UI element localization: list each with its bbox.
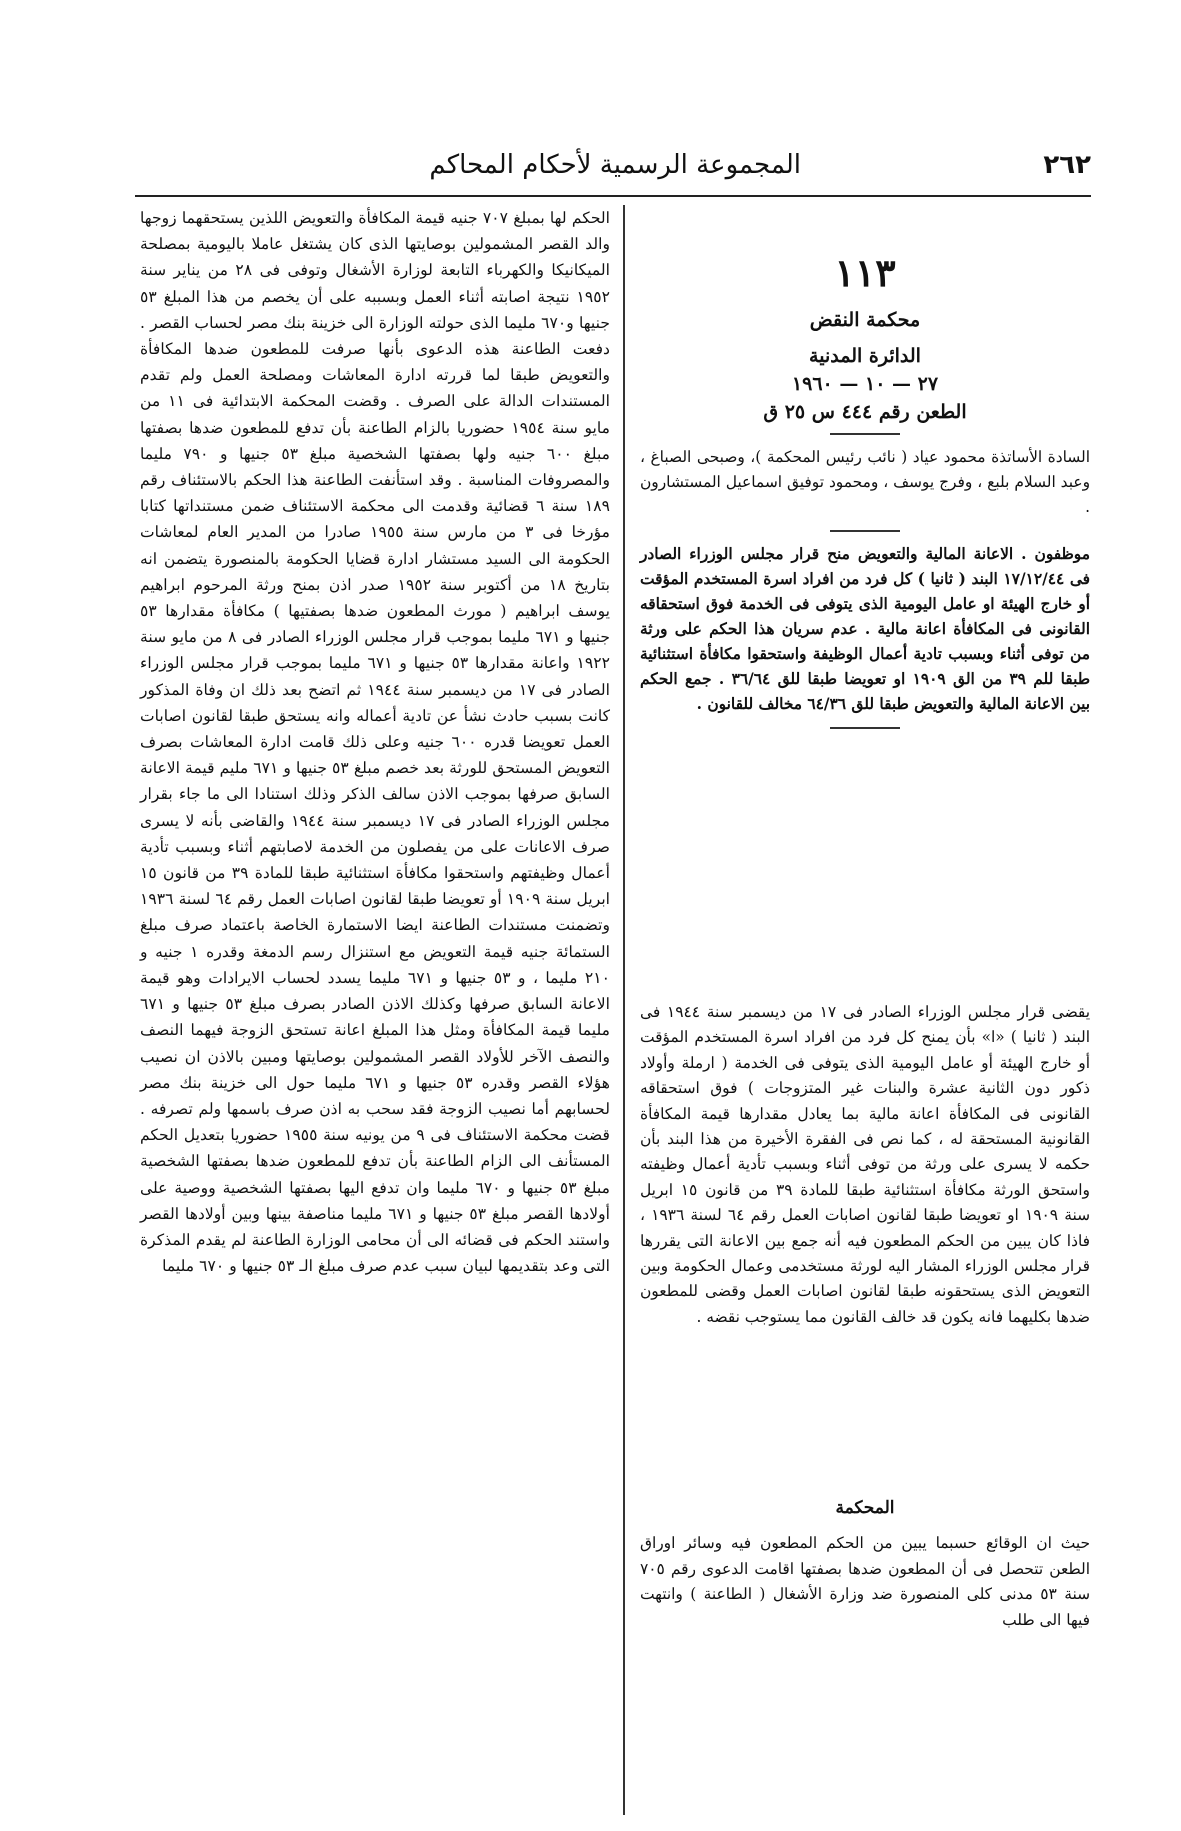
legal-summary: موظفون . الاعانة المالية والتعويض منح قرار مجلس الوزراء الصادر فى ١٧/١٢/٤٤ البند ( ثانيا ) كل فرد من افراد اسرة المستخدم المؤقت أو خارج الهيئة او عامل اليومية الذى يتوفى فى الخدمة فوق استحقاقه القانونى فى المكافأة اعانة مالية . عدم سريان هذا الحكم على ورثة من توفى أثناء وبسبب تادية أعمال الوظيفة واستحقوا مكافأة استثنائية طبقا للم ٣٩ من الق ١٩٠٩ او تعويضا طبقا للق ٣٦/٦٤ . جمع الحكم بين الاعانة المالية والتعويض طبقا للق ٦٤/٣٦ مخالف للقانون . — [640, 545, 1091, 713]
case-summary-block — [640, 250, 1090, 739]
page-number: ٢٦٢ — [1043, 150, 1091, 180]
section-rule — [830, 530, 900, 532]
running-title: المجموعة الرسمية لأحكام المحاكم — [429, 150, 801, 180]
court-heading: المحكمة — [835, 1498, 895, 1518]
court-name: محكمة النقض — [809, 309, 921, 331]
court-section — [640, 1490, 1090, 1633]
page-header — [135, 150, 1091, 200]
header-rule — [135, 195, 1091, 197]
case-number: ١١٣ — [834, 250, 896, 295]
ruling-principle: يقضى قرار مجلس الوزراء الصادر فى ١٧ من ديسمبر سنة ١٩٤٤ فى البند ( ثانيا ) «ا» بأن يمنح كل فرد من افراد اسرة المستخدم المؤقت أو خارج الهيئة أو عامل اليومية الذى يتوفى فى الخدمة ( ارملة وأولاد ذكور دون الثانية عشرة والبنات غير المتزوجات ) فوق استحقاقه القانونى فى المكافأة اعانة مالية بما يعادل مقدارها قيمة المكافأة القانونية المستحقة له ، كما نص فى الفقرة الأخيرة من هذا البند بأن حكمه لا يسرى على ورثة من توفى أثناء وبسبب تأدية أعمال وظيفته واستحق الورثة مكافأة استثنائية طبقا للمادة ٣٩ من قانون ١٥ ابريل سنة ١٩٠٩ او تعويضا طبقا لقانون اصابات العمل رقم ٦٤ لسنة ١٩٣٦ ، فاذا كان يبين من الحكم المطعون فيه أنه جمع بين الاعانة التى يقررها قرار مجلس الوزراء المشار اليه لورثة مستخدمى وعمال الحكومة وبين التعويض الذى يستحقونه طبقا لقانون اصابات العمل وقضى للمطعون ضدها بكليهما فانه يكون قد خالف القانون مما يستوجب نقضه . — [640, 1003, 1091, 1326]
case-date: ٢٧ — ١٠ — ١٩٦٠ — [791, 373, 939, 395]
facts-column: الحكم لها بمبلغ ٧٠٧ جنيه قيمة المكافأة والتعويض اللذين يستحقهما زوجها والد القصر المشمولين بوصايتها الذى كان يشتغل عاملا باليومية بمصلحة الميكانيكا والكهرباء التابعة لوزارة الأشغال وتوفى فى ٢٨ من يناير سنة ١٩٥٢ نتيجة اصابته أثناء العمل وبسببه على أن يخصم من هذا المبلغ ٥٣ جنيها و٦٧٠ مليما الذى حولته الوزارة الى خزينة بنك مصر لحساب القصر . دفعت الطاعنة هذه الدعوى بأنها صرفت للمطعون ضدها المكافأة والتعويض طبقا لما قررته ادارة المعاشات ومصلحة العمل ولم تقدم المستندات الدالة على الصرف . وقضت المحكمة الابتدائية فى ١١ من مايو سنة ١٩٥٤ حضوريا بالزام الطاعنة بأن تدفع للمطعون ضدها بصفتها مبلغ ٦٠٠ جنيه ولها بصفتها الشخصية مبلغ ٥٣ جنيها و ٧٩٠ مليما والمصروفات المناسبة . وقد استأنفت الطاعنة هذا الحكم بالاستئناف رقم ١٨٩ سنة ٦ قضائية وقدمت الى محكمة الاستئناف ضمن مستنداتها كتابا مؤرخا فى ٣ من مارس سنة ١٩٥٥ صادرا من المدير العام لمعاشات الحكومة الى السيد مستشار ادارة قضايا الحكومة بالمنصورة يتضمن انه بتاريخ ١٨ من أكتوبر سنة ١٩٥٢ صدر اذن بمنح ورثة المرحوم ابراهيم يوسف ابراهيم ( مورث المطعون ضدها بصفتيها ) مكافأة مقدارها ٥٣ جنيها و ٦٧١ مليما بموجب قرار مجلس الوزراء الصادر فى ٨ من مايو سنة ١٩٢٢ واعانة مقدارها ٥٣ جنيها و ٦٧١ مليما بموجب قرار مجلس الوزراء الصادر فى ١٧ من ديسمبر سنة ١٩٤٤ ثم اتضح بعد ذلك ان وفاة المذكور كانت بسبب حادث نشأ عن تادية أعماله وانه يستحق طبقا لقانون اصابات العمل تعويضا قدره ٦٠٠ جنيه وعلى ذلك قامت ادارة المعاشات بصرف التعويض المستحق للورثة بعد خصم مبلغ ٥٣ جنيها و ٦٧١ مليم قيمة الاعانة السابق صرفها بموجب الاذن سالف الذكر وذلك استنادا الى ما جاء بقرار مجلس الوزراء الصادر فى ١٧ ديسمبر سنة ١٩٤٤ والقاضى بأنه لا يسرى صرف الاعانات على من يفصلون من الخدمة لاصابتهم أثناء وبسبب تأدية أعمال وظيفتهم واستحقوا مكافأة استثنائية طبقا للمادة ٣٩ من قانون ١٥ ابريل سنة ١٩٠٩ أو تعويضا طبقا لقانون اصابات العمل رقم ٦٤ لسنة ١٩٣٦ وتضمنت مستندات الطاعنة ايضا الاستمارة الخاصة باعتماد صرف مبلغ الستمائة جنيه قيمة التعويض مع استنزال رسم الدمغة وقدره ١ جنيه و ٢١٠ مليما ، و ٥٣ جنيها و ٦٧١ مليما يسدد لحساب الايرادات وهو قيمة الاعانة السابق صرفها وكذلك الاذن الصادر بصرف مبلغ ٥٣ جنيها و ٦٧١ مليما قيمة المكافأة ومثل هذا المبلغ اعانة تستحق الزوجة فيهما النصف والنصف الآخر للأولاد القصر المشمولين بوصايتها ومبين بالاذن ان نصيب هؤلاء القصر وقدره ٥٣ جنيها و ٦٧١ مليما حول الى خزينة بنك مصر لحسابهم أما نصيب الزوجة فقد سحب به اذن صرف باسمها ولم تصرفه . قضت محكمة الاستئناف فى ٩ من يونيه سنة ١٩٥٥ حضوريا بتعديل الحكم المستأنف الى الزام الطاعنة بأن تدفع للمطعون ضدها بصفتها الشخصية مبلغ ٥٣ جنيها و ٦٧٠ مليما وان تدفع اليها بصفتها الشخصية ووصية على أولادها القصر مبلغ ٥٣ جنيها و ٦٧١ مليما مناصفة بينها وبين أولادها القصر واستند الحكم فى قضائه الى أن محامى الوزارة الطاعنة لم يقدم المذكرة التى وعد بتقديمها لبيان سبب عدم صرف مبلغ الـ ٥٣ جنيها و ٦٧٠ مليما — [140, 209, 611, 1276]
court-circuit: الدائرة المدنية — [809, 345, 921, 367]
section-rule — [830, 727, 900, 729]
court-text: حيث ان الوقائع حسبما يبين من الحكم المطعون فيه وسائر اوراق الطعن تتحصل فى أن المطعون ضدها بصفتها اقامت الدعوى رقم ٧٠٥ سنة ٥٣ مدنى كلى المنصورة ضد وزارة الأشغال ( الطاعنة ) وانتهت فيها الى طلب — [640, 1534, 1090, 1629]
appeal-number: الطعن رقم ٤٤٤ س ٢٥ ق — [763, 401, 967, 423]
judges-list: السادة الأساتذة محمود عياد ( نائب رئيس المحكمة )، وصبحى الصباغ ، وعبد السلام بلبع ، وفرج يوسف ، ومحمود توفيق اسماعيل المستشارون . — [640, 448, 1090, 516]
column-divider — [623, 205, 625, 1815]
section-rule — [830, 433, 900, 435]
